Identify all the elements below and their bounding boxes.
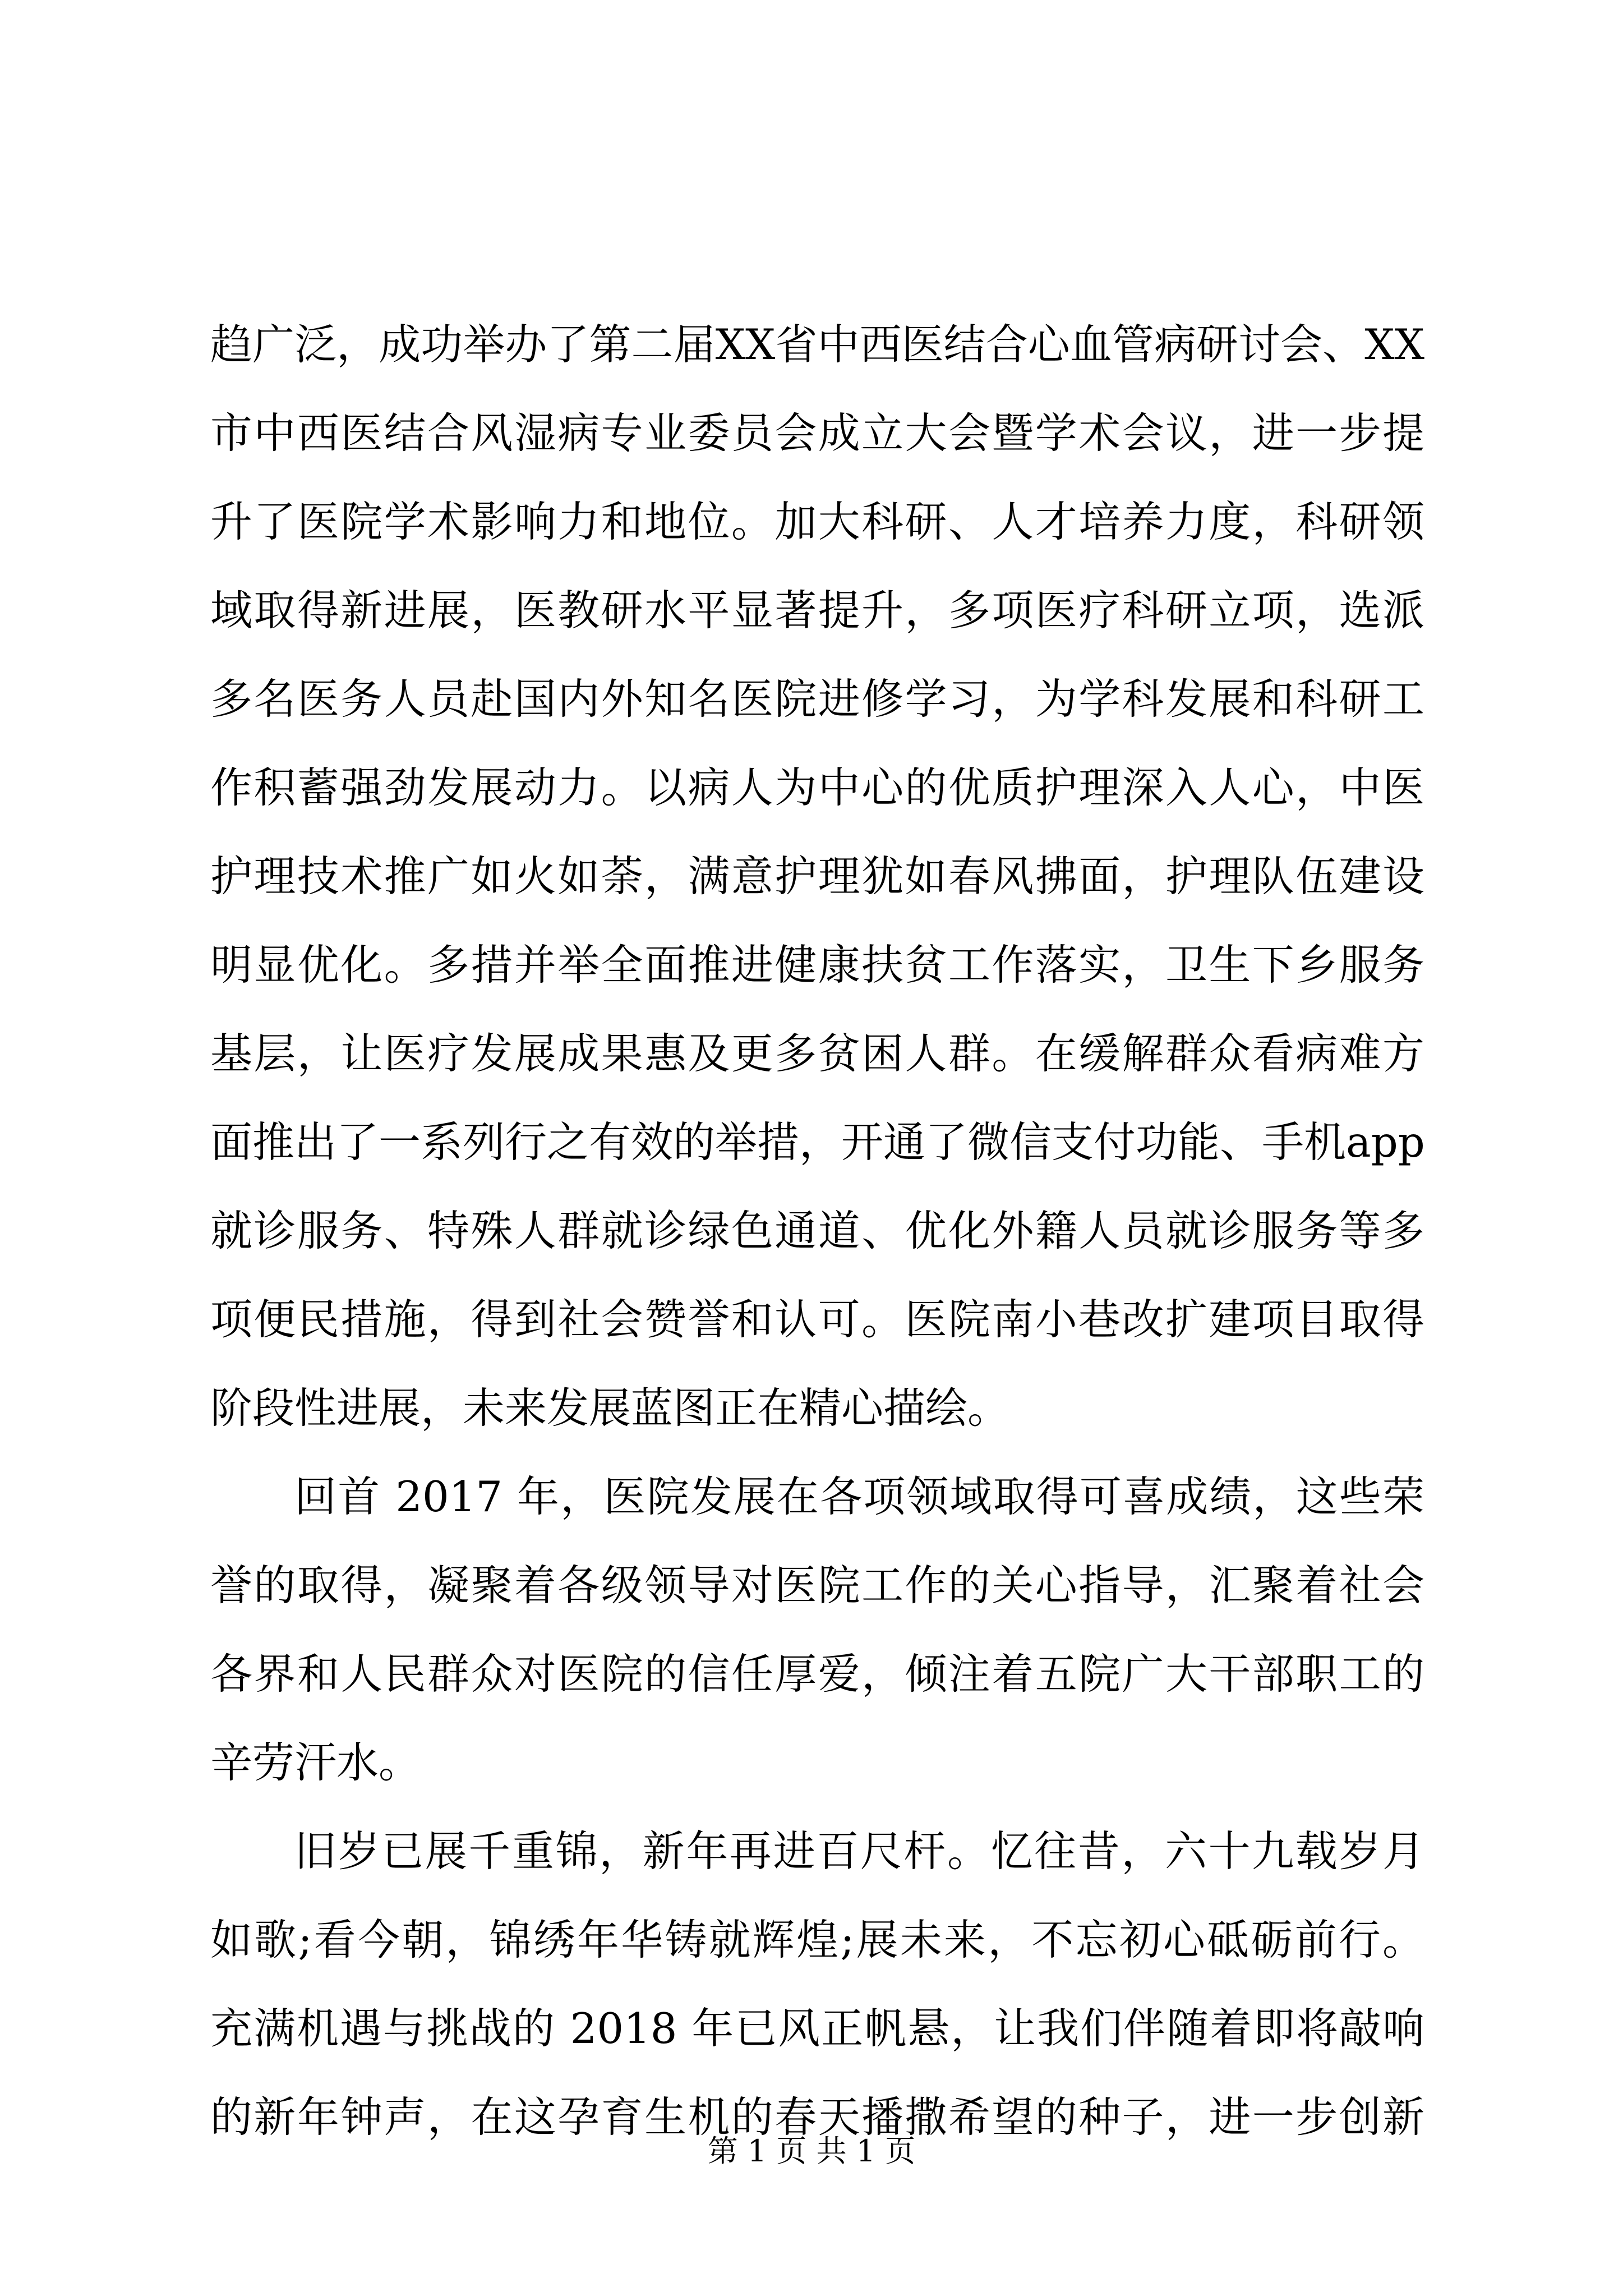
text-line: 项便民措施，得到社会赞誉和认可。医院南小巷改扩建项目取得 — [210, 1295, 1424, 1344]
paragraph-3 — [210, 1807, 1424, 2161]
text-line: 面推出了一系列行之有效的举措，开通了微信支付功能、手机app — [210, 1117, 1425, 1167]
text-line: 如歌;看今朝，锦绣年华铸就辉煌;展未来，不忘初心砥砺前行。 — [210, 1915, 1424, 1964]
text-line: 市中西医结合风湿病专业委员会成立大会暨学术会议，进一步提 — [210, 408, 1424, 458]
body-text — [210, 300, 1424, 2161]
text-line: 充满机遇与挑战的 2018 年已风正帆悬，让我们伴随着即将敲响 — [210, 2004, 1424, 2053]
text-line: 就诊服务、特殊人群就诊绿色通道、优化外籍人员就诊服务等多 — [210, 1206, 1424, 1255]
paragraph-2 — [210, 1452, 1424, 1807]
page-footer — [0, 2129, 1623, 2174]
text-line: 阶段性进展，未来发展蓝图正在精心描绘。 — [210, 1383, 1010, 1433]
text-line: 护理技术推广如火如荼，满意护理犹如春风拂面，护理队伍建设 — [210, 852, 1424, 901]
text-line: 回首 2017 年，医院发展在各项领域取得可喜成绩，这些荣 — [294, 1472, 1424, 1521]
text-line: 趋广泛，成功举办了第二届XX省中西医结合心血管病研讨会、XX — [210, 320, 1424, 369]
page-number-label: 第 1 页 共 1 页 — [707, 2133, 916, 2169]
text-line: 作积蓄强劲发展动力。以病人为中心的优质护理深入人心，中医 — [210, 763, 1424, 812]
text-line: 辛劳汗水。 — [210, 1738, 421, 1787]
text-line: 明显优化。多措并举全面推进健康扶贫工作落实，卫生下乡服务 — [210, 940, 1424, 990]
paragraph-1 — [210, 300, 1424, 1452]
text-line: 多名医务人员赴国内外知名医院进修学习，为学科发展和科研工 — [210, 674, 1424, 724]
text-line: 誉的取得，凝聚着各级领导对医院工作的关心指导，汇聚着社会 — [210, 1561, 1424, 1610]
text-line: 域取得新进展，医教研水平显著提升，多项医疗科研立项，选派 — [210, 586, 1424, 635]
text-line: 基层，让医疗发展成果惠及更多贫困人群。在缓解群众看病难方 — [210, 1029, 1424, 1078]
text-line: 旧岁已展千重锦，新年再进百尺杆。忆往昔，六十九载岁月 — [294, 1826, 1424, 1876]
text-line: 各界和人民群众对医院的信任厚爱，倾注着五院广大干部职工的 — [210, 1649, 1424, 1699]
text-line: 的新年钟声，在这孕育生机的春天播撒希望的种子，进一步创新 — [210, 2092, 1424, 2142]
text-line: 升了医院学术影响力和地位。加大科研、人才培养力度，科研领 — [210, 497, 1424, 546]
